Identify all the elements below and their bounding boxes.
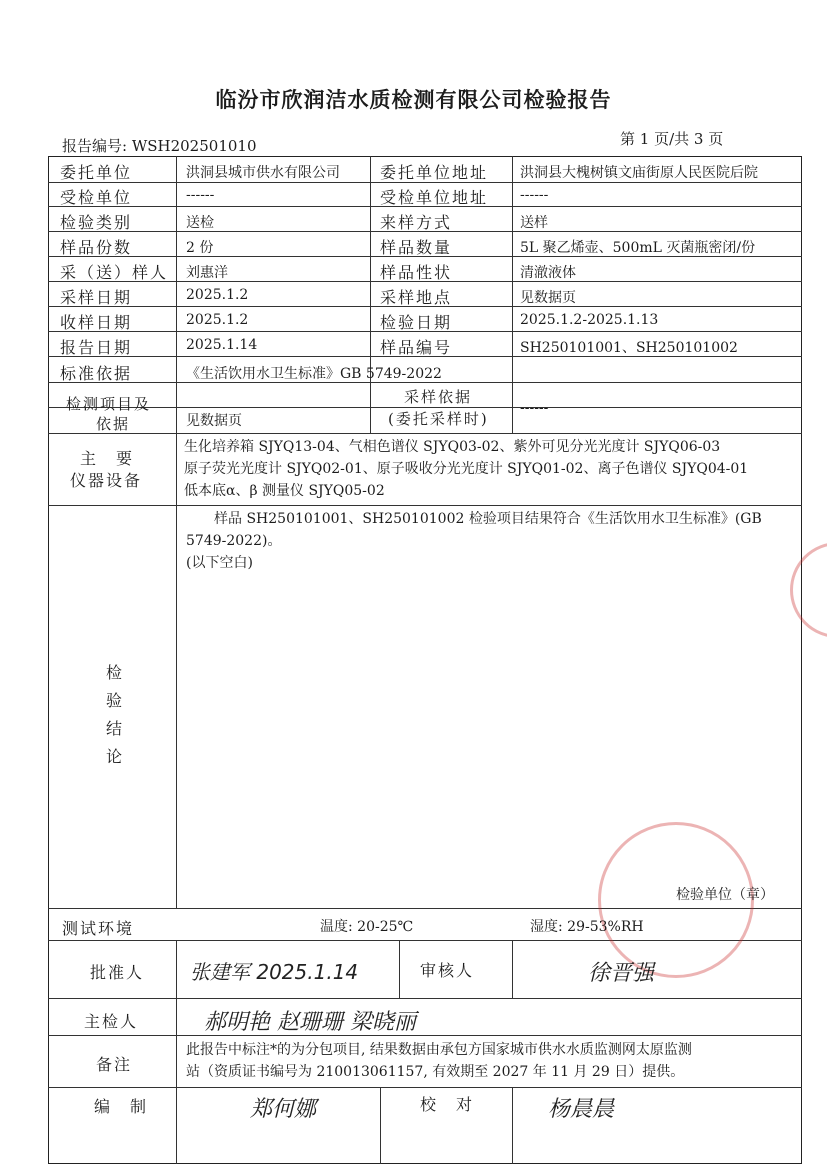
copies-value: 2 份 (186, 240, 214, 256)
conclusion-text-1: 样品 SH250101001、SH250101002 检验项目结果符合《生活饮用水卫生标准》(GB (214, 511, 762, 527)
delivery-method-value: 送样 (520, 215, 548, 231)
report-date-label: 报告日期 (60, 338, 133, 357)
remark-line-2: 站（资质证书编号为 210013061157, 有效期至 2027 年 11 月 29 日）提供。 (186, 1064, 685, 1080)
reviewer-label: 审核人 (420, 961, 475, 980)
receive-date-label: 收样日期 (60, 313, 133, 332)
inspected-unit-value: ------ (186, 187, 215, 203)
sampling-basis-label: 采样依据 (404, 388, 473, 406)
inspector-label: 主检人 (84, 1012, 139, 1031)
conclusion-text-3: (以下空白) (186, 555, 253, 571)
sender-label: 采（送）样人 (60, 263, 169, 282)
quantity-value: 5L 聚乙烯壶、500mL 灭菌瓶密闭/份 (520, 240, 756, 256)
copies-label: 样品份数 (60, 238, 133, 257)
conclusion-label-4: 论 (106, 747, 125, 766)
delivery-method-label: 来样方式 (380, 213, 453, 232)
reviewer-signature: 徐晋强 (588, 961, 655, 986)
equipment-line-2: 原子荧光光度计 SJYQ02-01、原子吸收分光光度计 SJYQ01-02、离子色谱仪 SJYQ04-01 (184, 461, 749, 477)
compiler-signature: 郑何娜 (250, 1097, 317, 1122)
client-address-value: 洪洞县大槐树镇文庙街原人民医院后院 (520, 165, 758, 181)
appearance-label: 样品性状 (380, 263, 453, 282)
client-label: 委托单位 (60, 163, 133, 182)
equipment-line-3: 低本底α、β 测量仪 SJYQ05-02 (184, 483, 385, 499)
report-number: 报告编号: WSH202501010 (62, 137, 257, 155)
receive-date-value: 2025.1.2 (186, 312, 249, 328)
conclusion-text-2: 5749-2022)。 (186, 533, 282, 549)
sample-location-label: 采样地点 (380, 288, 453, 307)
proofreader-label: 校 对 (420, 1095, 475, 1114)
environment-label: 测试环境 (62, 919, 135, 938)
equipment-line-1: 生化培养箱 SJYQ13-04、气相色谱仪 SJYQ03-02、紫外可见分光光度计 SJYQ06-03 (184, 439, 721, 455)
appearance-value: 清澈液体 (520, 265, 576, 281)
temperature-value: 温度: 20-25℃ (320, 919, 414, 935)
quantity-label: 样品数量 (380, 238, 453, 257)
client-address-label: 委托单位地址 (380, 163, 489, 182)
sample-number-value: SH250101001、SH250101002 (520, 340, 738, 356)
category-label: 检验类别 (60, 213, 133, 232)
inspected-unit-label: 受检单位 (60, 188, 133, 207)
report-title: 临汾市欣润洁水质检测有限公司检验报告 (215, 87, 612, 112)
test-date-label: 检验日期 (380, 313, 453, 332)
sampling-basis-label-2: (委托采样时) (388, 410, 489, 428)
inspector-signatures: 郝明艳 赵珊珊 梁晓丽 (204, 1010, 416, 1035)
sampling-basis-value: ------ (520, 400, 549, 416)
compiler-label: 编 制 (94, 1097, 149, 1116)
category-value: 送检 (186, 215, 214, 231)
client-value: 洪洞县城市供水有限公司 (186, 165, 340, 181)
humidity-value: 湿度: 29-53%RH (530, 919, 644, 935)
stamp-caption: 检验单位（章） (676, 887, 774, 903)
page-indicator: 第 1 页/共 3 页 (620, 130, 724, 148)
approver-signature: 张建军 2025.1.14 (190, 960, 359, 984)
sample-date-value: 2025.1.2 (186, 287, 249, 303)
report-date-value: 2025.1.14 (186, 337, 258, 353)
test-items-value: 见数据页 (186, 413, 242, 429)
sample-date-label: 采样日期 (60, 288, 133, 307)
approver-label: 批准人 (90, 963, 145, 982)
inspected-address-value: ------ (520, 187, 549, 203)
conclusion-label-1: 检 (106, 663, 125, 682)
test-items-label: 检测项目及 (66, 395, 152, 413)
sample-location-value: 见数据页 (520, 290, 576, 306)
conclusion-label-3: 结 (106, 719, 125, 738)
standard-label: 标准依据 (60, 364, 133, 383)
test-items-label-2: 依据 (96, 415, 131, 433)
conclusion-label-2: 验 (106, 691, 125, 710)
inspected-address-label: 受检单位地址 (380, 188, 489, 207)
remark-line-1: 此报告中标注*的为分包项目, 结果数据由承包方国家城市供水水质监测网太原监测 (186, 1042, 692, 1058)
remark-label: 备注 (96, 1055, 133, 1074)
standard-value: 《生活饮用水卫生标准》GB 5749-2022 (186, 366, 442, 382)
proofreader-signature: 杨晨晨 (548, 1097, 615, 1122)
sample-number-label: 样品编号 (380, 338, 453, 357)
sender-value: 刘惠洋 (186, 265, 228, 281)
equipment-label-2: 仪器设备 (70, 471, 143, 490)
equipment-label: 主 要 (80, 449, 135, 468)
test-date-value: 2025.1.2-2025.1.13 (520, 312, 659, 328)
